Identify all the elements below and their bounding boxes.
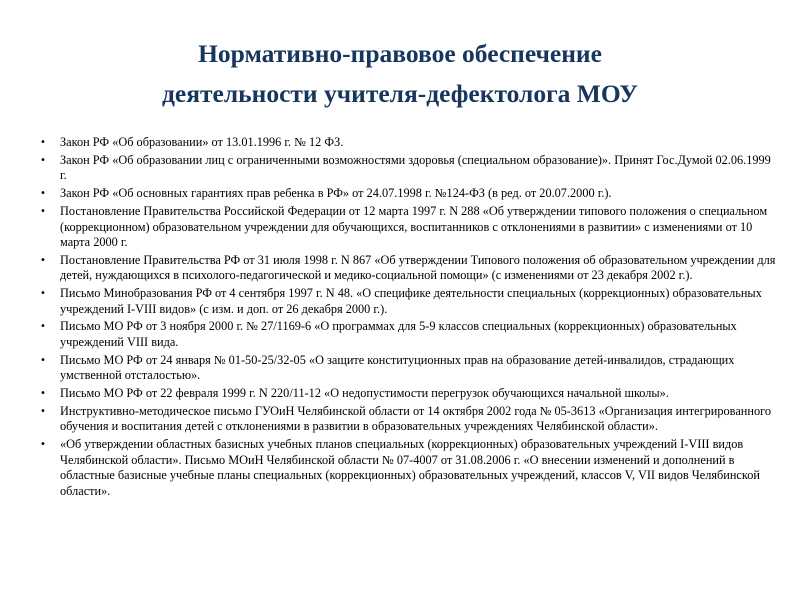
bullet-icon: •: [40, 288, 46, 300]
list-item: [40, 437, 776, 499]
list-item: [40, 135, 776, 150]
list-item: [40, 186, 776, 201]
slide-title: [40, 34, 760, 114]
list-item: [40, 386, 776, 401]
bullet-icon: •: [40, 321, 46, 333]
list-item-text: «Об утверждении областных базисных учебных планов специальных (коррекционных) образовательных учреждений I-VIII видов Челябинской области». Письмо МОиН Челябинской области № 07-4007 от 31.08.2006 г. «О внесении изменений и дополнений в областные базисные учебные планы специальных (коррекционных) образовательных учреждений, классов V, VII видов Челябинской области».: [60, 437, 760, 498]
list-item: [40, 152, 776, 184]
list-item-text: Закон РФ «Об образовании» от 13.01.1996 г. № 12 ФЗ.: [60, 135, 344, 149]
list-item-text: Постановление Правительства Российской Федерации от 12 марта 1997 г. N 288 «Об утверждении типового положения о специальном (коррекционном) образовательном учреждении для обучающихся, воспитанников с отклонениями в развитии» с изменениями от 10 марта 2000 г.: [60, 204, 768, 249]
regulation-list: [40, 135, 776, 501]
bullet-icon: •: [40, 254, 46, 266]
list-item-text: Письмо МО РФ от 22 февраля 1999 г. N 220/11-12 «О недопустимости перегрузок обучающихся начальной школы».: [60, 386, 669, 401]
bullet-icon: •: [40, 406, 46, 417]
list-item-text: Письмо МО РФ от 3 ноября 2000 г. № 27/1169-6 «О программах для 5-9 классов специальных (коррекционных) образовательных учреждений VIII вида.: [60, 319, 737, 349]
title-line-2: деятельности учителя-дефектолога МОУ: [162, 79, 638, 108]
bullet-icon: •: [40, 188, 46, 200]
bullet-icon: •: [40, 206, 46, 218]
list-item-text: Закон РФ «Об образовании лиц с ограниченными возможностями здоровья (специальном образование)». Принят Гос.Думой 02.06.1999 г.: [60, 152, 771, 183]
list-item-text: Закон РФ «Об основных гарантиях прав ребенка в РФ» от 24.07.1998 г. №124-ФЗ (в ред. от 20.07.2000 г.).: [60, 186, 612, 201]
list-item: [40, 252, 776, 284]
list-item-text: Инструктивно-методическое письмо ГУОиН Челябинской области от 14 октября 2002 года № 05-3613 «Организация интегрированного обучения и воспитания детей с отклонениями в развитии в образовательных учреждениях Челябинской области».: [60, 404, 771, 434]
list-item-text: Постановление Правительства РФ от 31 июля 1998 г. N 867 «Об утверждении Типового положения об образовательном учреждении для детей, нуждающихся в психолого-педагогической и медико-социальной помощи» (с изменениями от 23 декабря 2002 г.).: [60, 252, 776, 283]
list-item-text: Письмо Минобразования РФ от 4 сентября 1997 г. N 48. «О специфике деятельности специальных (коррекционных) образовательных учреждений I-VIII видов» (с изм. и доп. от 26 декабря 2000 г.).: [60, 286, 762, 316]
bullet-icon: •: [40, 439, 46, 451]
list-item: [40, 352, 776, 384]
list-item: [40, 286, 776, 317]
bullet-icon: •: [40, 388, 46, 400]
list-item: [40, 319, 776, 350]
bullet-icon: •: [40, 137, 46, 148]
list-item-text: Письмо МО РФ от 24 января № 01-50-25/32-05 «О защите конституционных прав на образование детей-инвалидов, страдающих умственной отсталостью».: [60, 352, 735, 383]
list-item: [40, 404, 776, 435]
title-line-1: Нормативно-правовое обеспечение: [198, 39, 602, 68]
bullet-icon: •: [40, 354, 46, 366]
list-item: [40, 204, 776, 250]
bullet-icon: •: [40, 154, 46, 166]
